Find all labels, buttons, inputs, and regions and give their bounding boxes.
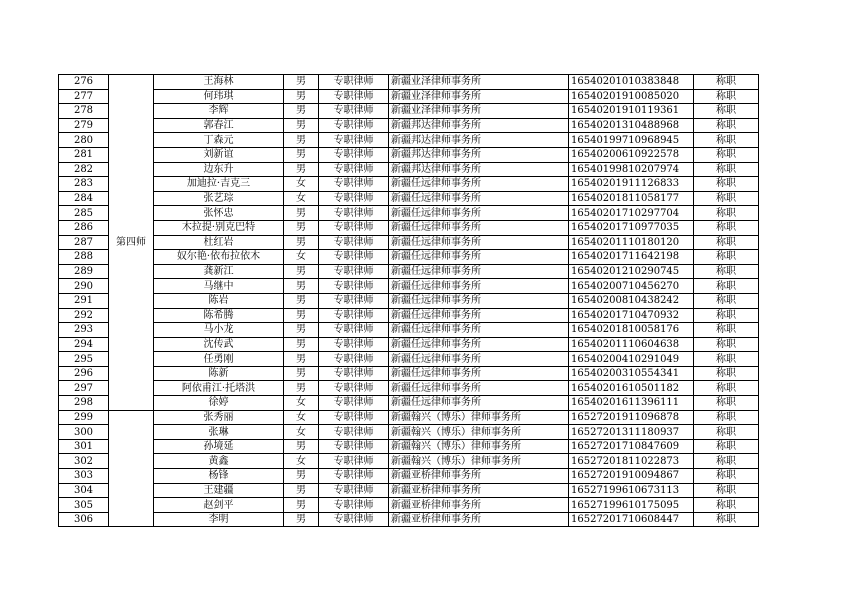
license-number-cell: 16527201911096878 [569, 410, 694, 425]
assessment-result-cell: 称职 [694, 279, 759, 294]
law-firm-cell: 新疆任远律师事务所 [389, 264, 569, 279]
table-row [59, 75, 759, 90]
table-row [59, 118, 759, 133]
law-firm-cell: 新疆任远律师事务所 [389, 308, 569, 323]
license-number-cell: 16540200410291049 [569, 352, 694, 367]
law-firm-cell: 新疆翰兴（博乐）律师事务所 [389, 410, 569, 425]
assessment-result-cell: 称职 [694, 454, 759, 469]
law-firm-cell: 新疆邦达律师事务所 [389, 118, 569, 133]
assessment-result-cell: 称职 [694, 177, 759, 192]
name-cell: 张琳 [154, 425, 284, 440]
sex-cell: 男 [284, 323, 319, 338]
lawyer-type-cell: 专职律师 [319, 439, 389, 454]
law-firm-cell: 新疆翰兴（博乐）律师事务所 [389, 454, 569, 469]
license-number-cell: 16540199810207974 [569, 162, 694, 177]
license-number-cell: 16527201811022873 [569, 454, 694, 469]
license-number-cell: 16540201710297704 [569, 206, 694, 221]
license-number-cell: 16540201611396111 [569, 396, 694, 411]
table-row [59, 469, 759, 484]
law-firm-cell: 新疆邦达律师事务所 [389, 133, 569, 148]
sex-cell: 男 [284, 118, 319, 133]
assessment-result-cell: 称职 [694, 75, 759, 90]
row-number-cell: 305 [59, 498, 109, 513]
assessment-result-cell: 称职 [694, 89, 759, 104]
lawyer-type-cell: 专职律师 [319, 235, 389, 250]
sex-cell: 男 [284, 366, 319, 381]
lawyer-type-cell: 专职律师 [319, 483, 389, 498]
unit-cell-group-a: 第四师 [109, 75, 154, 411]
lawyer-type-cell: 专职律师 [319, 323, 389, 338]
name-cell: 张怀忠 [154, 206, 284, 221]
lawyer-type-cell: 专职律师 [319, 454, 389, 469]
assessment-result-cell: 称职 [694, 293, 759, 308]
law-firm-cell: 新疆任远律师事务所 [389, 235, 569, 250]
lawyer-type-cell: 专职律师 [319, 352, 389, 367]
license-number-cell: 16540200710456270 [569, 279, 694, 294]
name-cell: 张艺琮 [154, 191, 284, 206]
sex-cell: 男 [284, 75, 319, 90]
table-row [59, 512, 759, 527]
table-row [59, 323, 759, 338]
lawyer-type-cell: 专职律师 [319, 75, 389, 90]
row-number-cell: 292 [59, 308, 109, 323]
assessment-result-cell: 称职 [694, 483, 759, 498]
lawyer-type-cell: 专职律师 [319, 206, 389, 221]
lawyer-assessment-table [58, 74, 759, 527]
assessment-result-cell: 称职 [694, 498, 759, 513]
name-cell: 马小龙 [154, 323, 284, 338]
law-firm-cell: 新疆任远律师事务所 [389, 381, 569, 396]
lawyer-type-cell: 专职律师 [319, 118, 389, 133]
law-firm-cell: 新疆任远律师事务所 [389, 191, 569, 206]
assessment-result-cell: 称职 [694, 206, 759, 221]
law-firm-cell: 新疆翰兴（博乐）律师事务所 [389, 425, 569, 440]
name-cell: 郭春江 [154, 118, 284, 133]
sex-cell: 男 [284, 279, 319, 294]
law-firm-cell: 新疆任远律师事务所 [389, 250, 569, 265]
sex-cell: 女 [284, 454, 319, 469]
assessment-result-cell: 称职 [694, 220, 759, 235]
sex-cell: 男 [284, 162, 319, 177]
lawyer-type-cell: 专职律师 [319, 220, 389, 235]
table-row [59, 133, 759, 148]
license-number-cell: 16540201810058176 [569, 323, 694, 338]
name-cell: 加迪拉·吉克三 [154, 177, 284, 192]
license-number-cell: 16527201910094867 [569, 469, 694, 484]
assessment-result-cell: 称职 [694, 410, 759, 425]
row-number-cell: 297 [59, 381, 109, 396]
row-number-cell: 303 [59, 469, 109, 484]
table-row [59, 191, 759, 206]
sex-cell: 男 [284, 133, 319, 148]
row-number-cell: 281 [59, 147, 109, 162]
assessment-result-cell: 称职 [694, 512, 759, 527]
license-number-cell: 16540201911126833 [569, 177, 694, 192]
row-number-cell: 306 [59, 512, 109, 527]
name-cell: 杜红岩 [154, 235, 284, 250]
sex-cell: 女 [284, 177, 319, 192]
lawyer-type-cell: 专职律师 [319, 89, 389, 104]
sex-cell: 女 [284, 425, 319, 440]
sex-cell: 男 [284, 147, 319, 162]
row-number-cell: 277 [59, 89, 109, 104]
row-number-cell: 287 [59, 235, 109, 250]
name-cell: 徐婷 [154, 396, 284, 411]
table-row [59, 410, 759, 425]
table-row [59, 381, 759, 396]
license-number-cell: 16540201110180120 [569, 235, 694, 250]
lawyer-type-cell: 专职律师 [319, 512, 389, 527]
law-firm-cell: 新疆任远律师事务所 [389, 352, 569, 367]
license-number-cell: 16540201610501182 [569, 381, 694, 396]
sex-cell: 男 [284, 498, 319, 513]
table-row [59, 147, 759, 162]
law-firm-cell: 新疆业泽律师事务所 [389, 89, 569, 104]
table-row [59, 483, 759, 498]
law-firm-cell: 新疆任远律师事务所 [389, 206, 569, 221]
row-number-cell: 278 [59, 104, 109, 119]
row-number-cell: 286 [59, 220, 109, 235]
law-firm-cell: 新疆业泽律师事务所 [389, 75, 569, 90]
license-number-cell: 16540201010383848 [569, 75, 694, 90]
row-number-cell: 284 [59, 191, 109, 206]
law-firm-cell: 新疆亚桥律师事务所 [389, 498, 569, 513]
table-row [59, 206, 759, 221]
sex-cell: 男 [284, 293, 319, 308]
lawyer-type-cell: 专职律师 [319, 425, 389, 440]
name-cell: 王海林 [154, 75, 284, 90]
license-number-cell: 16540201710470932 [569, 308, 694, 323]
assessment-result-cell: 称职 [694, 162, 759, 177]
name-cell: 陈新 [154, 366, 284, 381]
assessment-result-cell: 称职 [694, 352, 759, 367]
name-cell: 陈岩 [154, 293, 284, 308]
assessment-result-cell: 称职 [694, 133, 759, 148]
license-number-cell: 16540201910119361 [569, 104, 694, 119]
assessment-result-cell: 称职 [694, 191, 759, 206]
row-number-cell: 288 [59, 250, 109, 265]
law-firm-cell: 新疆业泽律师事务所 [389, 104, 569, 119]
lawyer-type-cell: 专职律师 [319, 469, 389, 484]
license-number-cell: 16540200310554341 [569, 366, 694, 381]
license-number-cell: 16540200610922578 [569, 147, 694, 162]
table-row [59, 337, 759, 352]
row-number-cell: 285 [59, 206, 109, 221]
assessment-result-cell: 称职 [694, 118, 759, 133]
row-number-cell: 283 [59, 177, 109, 192]
row-number-cell: 276 [59, 75, 109, 90]
lawyer-type-cell: 专职律师 [319, 250, 389, 265]
law-firm-cell: 新疆任远律师事务所 [389, 337, 569, 352]
law-firm-cell: 新疆亚桥律师事务所 [389, 469, 569, 484]
assessment-result-cell: 称职 [694, 425, 759, 440]
name-cell: 黄鑫 [154, 454, 284, 469]
lawyer-type-cell: 专职律师 [319, 191, 389, 206]
lawyer-type-cell: 专职律师 [319, 498, 389, 513]
name-cell: 陈希腾 [154, 308, 284, 323]
license-number-cell: 16540201210290745 [569, 264, 694, 279]
row-number-cell: 302 [59, 454, 109, 469]
table-row [59, 177, 759, 192]
name-cell: 边东升 [154, 162, 284, 177]
law-firm-cell: 新疆邦达律师事务所 [389, 162, 569, 177]
row-number-cell: 299 [59, 410, 109, 425]
row-number-cell: 298 [59, 396, 109, 411]
license-number-cell: 16540201710977035 [569, 220, 694, 235]
law-firm-cell: 新疆任远律师事务所 [389, 177, 569, 192]
license-number-cell: 16540199710968945 [569, 133, 694, 148]
table-row [59, 498, 759, 513]
assessment-result-cell: 称职 [694, 147, 759, 162]
row-number-cell: 304 [59, 483, 109, 498]
law-firm-cell: 新疆亚桥律师事务所 [389, 483, 569, 498]
lawyer-type-cell: 专职律师 [319, 410, 389, 425]
assessment-result-cell: 称职 [694, 396, 759, 411]
sex-cell: 男 [284, 352, 319, 367]
table-row [59, 454, 759, 469]
sex-cell: 男 [284, 264, 319, 279]
sex-cell: 女 [284, 410, 319, 425]
assessment-result-cell: 称职 [694, 104, 759, 119]
row-number-cell: 290 [59, 279, 109, 294]
table-row [59, 425, 759, 440]
license-number-cell: 16527199610673113 [569, 483, 694, 498]
table-row [59, 264, 759, 279]
sex-cell: 男 [284, 104, 319, 119]
assessment-result-cell: 称职 [694, 439, 759, 454]
sex-cell: 男 [284, 512, 319, 527]
row-number-cell: 294 [59, 337, 109, 352]
table-row [59, 293, 759, 308]
lawyer-type-cell: 专职律师 [319, 293, 389, 308]
name-cell: 孙境延 [154, 439, 284, 454]
assessment-result-cell: 称职 [694, 381, 759, 396]
license-number-cell: 16540201910085020 [569, 89, 694, 104]
lawyer-type-cell: 专职律师 [319, 279, 389, 294]
lawyer-type-cell: 专职律师 [319, 104, 389, 119]
lawyer-type-cell: 专职律师 [319, 264, 389, 279]
license-number-cell: 16540201711642198 [569, 250, 694, 265]
lawyer-type-cell: 专职律师 [319, 396, 389, 411]
sex-cell: 女 [284, 191, 319, 206]
lawyer-type-cell: 专职律师 [319, 133, 389, 148]
license-number-cell: 16527199610175095 [569, 498, 694, 513]
name-cell: 李辉 [154, 104, 284, 119]
lawyer-type-cell: 专职律师 [319, 177, 389, 192]
name-cell: 沈传武 [154, 337, 284, 352]
table-row [59, 104, 759, 119]
law-firm-cell: 新疆任远律师事务所 [389, 293, 569, 308]
assessment-result-cell: 称职 [694, 469, 759, 484]
table-row [59, 396, 759, 411]
name-cell: 赵剑平 [154, 498, 284, 513]
assessment-result-cell: 称职 [694, 323, 759, 338]
name-cell: 刘新谊 [154, 147, 284, 162]
sex-cell: 男 [284, 308, 319, 323]
table-row [59, 308, 759, 323]
license-number-cell: 16527201311180937 [569, 425, 694, 440]
lawyer-type-cell: 专职律师 [319, 308, 389, 323]
name-cell: 木拉提·别克巴特 [154, 220, 284, 235]
assessment-result-cell: 称职 [694, 337, 759, 352]
lawyer-type-cell: 专职律师 [319, 147, 389, 162]
unit-cell-group-b [109, 410, 154, 527]
row-number-cell: 296 [59, 366, 109, 381]
table-row [59, 439, 759, 454]
license-number-cell: 16540200810438242 [569, 293, 694, 308]
table-row [59, 279, 759, 294]
name-cell: 马继中 [154, 279, 284, 294]
lawyer-type-cell: 专职律师 [319, 162, 389, 177]
name-cell: 任勇刚 [154, 352, 284, 367]
table-row [59, 89, 759, 104]
law-firm-cell: 新疆邦达律师事务所 [389, 147, 569, 162]
law-firm-cell: 新疆任远律师事务所 [389, 396, 569, 411]
table-row [59, 352, 759, 367]
assessment-result-cell: 称职 [694, 366, 759, 381]
law-firm-cell: 新疆任远律师事务所 [389, 323, 569, 338]
assessment-result-cell: 称职 [694, 250, 759, 265]
law-firm-cell: 新疆翰兴（博乐）律师事务所 [389, 439, 569, 454]
name-cell: 张秀丽 [154, 410, 284, 425]
row-number-cell: 293 [59, 323, 109, 338]
sex-cell: 男 [284, 483, 319, 498]
sex-cell: 男 [284, 89, 319, 104]
row-number-cell: 291 [59, 293, 109, 308]
license-number-cell: 16527201710608447 [569, 512, 694, 527]
name-cell: 何玮琪 [154, 89, 284, 104]
name-cell: 王建疆 [154, 483, 284, 498]
sex-cell: 男 [284, 337, 319, 352]
license-number-cell: 16540201310488968 [569, 118, 694, 133]
row-number-cell: 279 [59, 118, 109, 133]
lawyer-type-cell: 专职律师 [319, 337, 389, 352]
lawyer-type-cell: 专职律师 [319, 366, 389, 381]
name-cell: 李明 [154, 512, 284, 527]
sex-cell: 男 [284, 469, 319, 484]
row-number-cell: 300 [59, 425, 109, 440]
law-firm-cell: 新疆亚桥律师事务所 [389, 512, 569, 527]
name-cell: 阿依甫江·托塔洪 [154, 381, 284, 396]
law-firm-cell: 新疆任远律师事务所 [389, 366, 569, 381]
table-row [59, 366, 759, 381]
assessment-result-cell: 称职 [694, 308, 759, 323]
law-firm-cell: 新疆任远律师事务所 [389, 220, 569, 235]
license-number-cell: 16540201811058177 [569, 191, 694, 206]
row-number-cell: 301 [59, 439, 109, 454]
table-row [59, 162, 759, 177]
sex-cell: 男 [284, 235, 319, 250]
assessment-result-cell: 称职 [694, 235, 759, 250]
name-cell: 杨锋 [154, 469, 284, 484]
row-number-cell: 282 [59, 162, 109, 177]
row-number-cell: 295 [59, 352, 109, 367]
name-cell: 丁森元 [154, 133, 284, 148]
sex-cell: 男 [284, 206, 319, 221]
license-number-cell: 16527201710847609 [569, 439, 694, 454]
sex-cell: 男 [284, 439, 319, 454]
table-row [59, 250, 759, 265]
name-cell: 龚新江 [154, 264, 284, 279]
table-row [59, 235, 759, 250]
table-body [59, 75, 759, 527]
license-number-cell: 16540201110604638 [569, 337, 694, 352]
table-row [59, 220, 759, 235]
sex-cell: 男 [284, 220, 319, 235]
name-cell: 奴尔艳·依布拉依木 [154, 250, 284, 265]
row-number-cell: 280 [59, 133, 109, 148]
assessment-result-cell: 称职 [694, 264, 759, 279]
lawyer-type-cell: 专职律师 [319, 381, 389, 396]
sex-cell: 男 [284, 381, 319, 396]
law-firm-cell: 新疆任远律师事务所 [389, 279, 569, 294]
sex-cell: 女 [284, 250, 319, 265]
sex-cell: 女 [284, 396, 319, 411]
row-number-cell: 289 [59, 264, 109, 279]
